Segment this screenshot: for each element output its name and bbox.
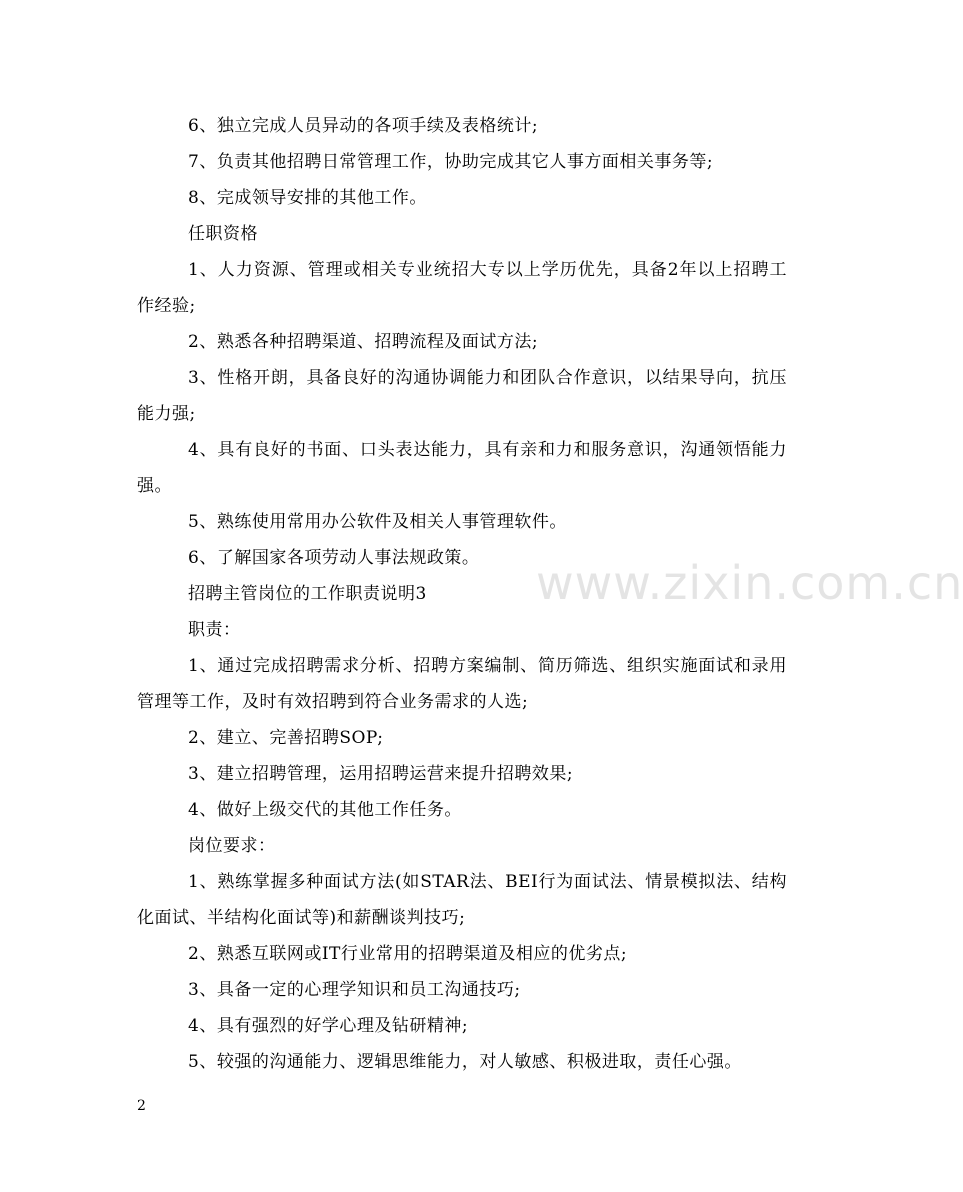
paragraph: 3、建立招聘管理，运用招聘运营来提升招聘效果; xyxy=(188,764,574,784)
page-number: 2 xyxy=(137,1098,146,1114)
section-heading: 岗位要求： xyxy=(188,836,276,856)
paragraph: 3、具备一定的心理学知识和员工沟通技巧; xyxy=(188,980,521,1000)
paragraph: 6、了解国家各项劳动人事法规政策。 xyxy=(188,548,480,568)
paragraph: 4、具有良好的书面、口头表达能力，具有亲和力和服务意识，沟通领悟能力强。 xyxy=(137,440,787,496)
paragraph: 4、具有强烈的好学心理及钻研精神; xyxy=(188,1016,469,1036)
paragraph: 5、熟练使用常用办公软件及相关人事管理软件。 xyxy=(188,512,567,532)
paragraph: 2、熟悉互联网或IT行业常用的招聘渠道及相应的优劣点; xyxy=(188,944,628,964)
paragraph: 5、较强的沟通能力、逻辑思维能力，对人敏感、积极进取，责任心强。 xyxy=(188,1052,742,1072)
section-title: 招聘主管岗位的工作职责说明3 xyxy=(188,584,427,604)
paragraph: 8、完成领导安排的其他工作。 xyxy=(188,188,427,208)
paragraph: 3、性格开朗，具备良好的沟通协调能力和团队合作意识，以结果导向，抗压能力强; xyxy=(137,368,787,424)
paragraph: 4、做好上级交代的其他工作任务。 xyxy=(188,800,462,820)
watermark: www.zixin.com.cn xyxy=(536,556,963,610)
paragraph: 1、熟练掌握多种面试方法(如STAR法、BEI行为面试法、情景模拟法、结构化面试、半结构化面试等)和薪酬谈判技巧; xyxy=(137,872,787,928)
paragraph: 2、熟悉各种招聘渠道、招聘流程及面试方法; xyxy=(188,332,539,352)
paragraph: 6、独立完成人员异动的各项手续及表格统计; xyxy=(188,116,539,136)
paragraph: 7、负责其他招聘日常管理工作，协助完成其它人事方面相关事务等; xyxy=(188,152,714,172)
paragraph: 2、建立、完善招聘SOP; xyxy=(188,728,384,748)
paragraph: 1、人力资源、管理或相关专业统招大专以上学历优先，具备2年以上招聘工作经验; xyxy=(137,260,787,316)
section-heading: 职责： xyxy=(188,620,241,640)
paragraph: 1、通过完成招聘需求分析、招聘方案编制、简历筛选、组织实施面试和录用管理等工作，及时有效招聘到符合业务需求的人选; xyxy=(137,656,787,712)
section-heading: 任职资格 xyxy=(188,224,258,244)
